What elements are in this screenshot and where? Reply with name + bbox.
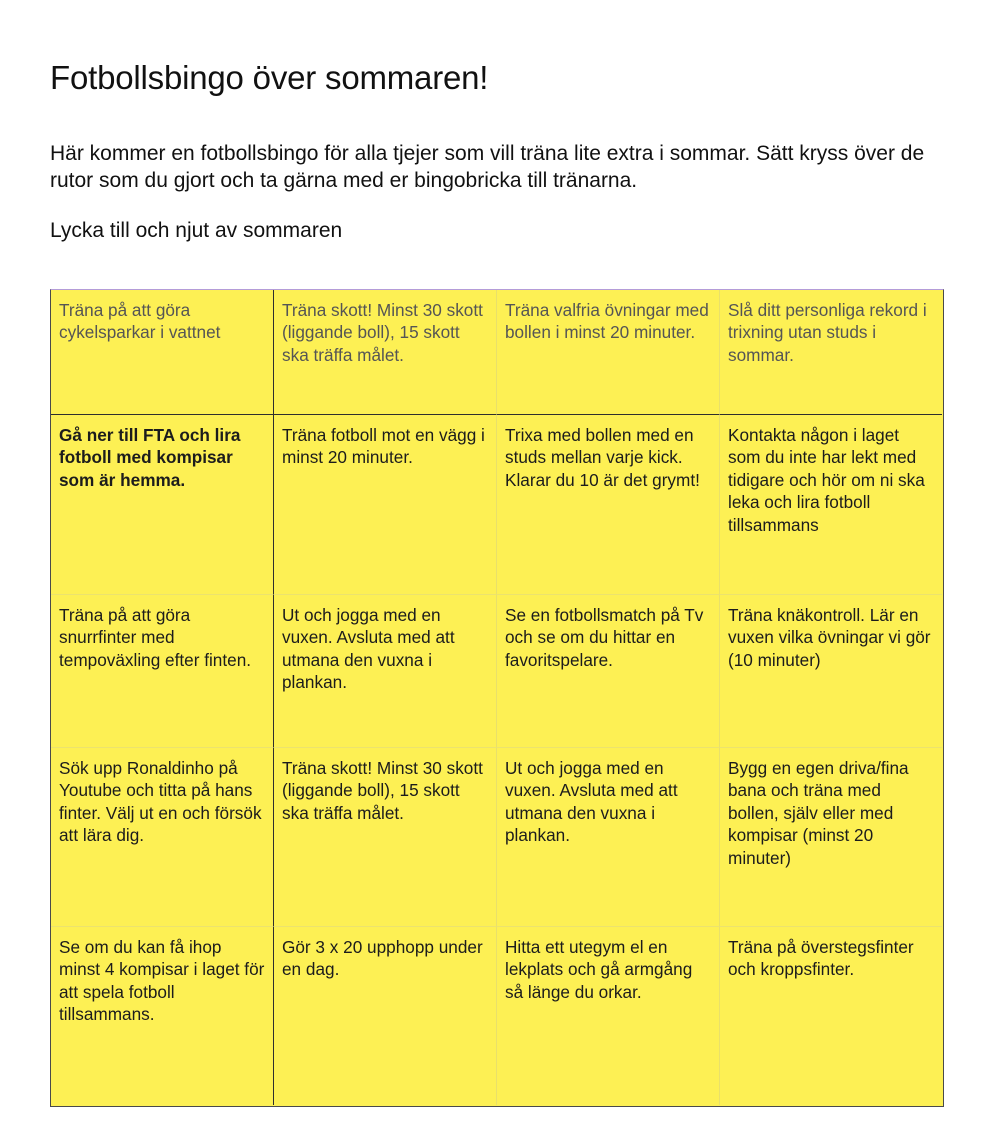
bingo-cell[interactable]: Hitta ett utegym el en lekplats och gå armgång så länge du orkar. xyxy=(497,927,720,1105)
bingo-cell[interactable]: Bygg en egen driva/fina bana och träna med bollen, själv eller med kompisar (minst 20 minuter) xyxy=(720,748,942,927)
bingo-cell[interactable]: Trixa med bollen med en studs mellan varje kick. Klarar du 10 är det grymt! xyxy=(497,415,720,595)
closing-line: Lycka till och njut av sommaren xyxy=(50,219,343,242)
bingo-cell[interactable]: Gör 3 x 20 upphopp under en dag. xyxy=(274,927,497,1105)
bingo-cell[interactable]: Träna på att göra snurrfinter med tempoväxling efter finten. xyxy=(51,595,274,748)
bingo-cell[interactable]: Se om du kan få ihop minst 4 kompisar i laget för att spela fotboll tillsammans. xyxy=(51,927,274,1105)
bingo-cell[interactable]: Se en fotbollsmatch på Tv och se om du hittar en favoritspelare. xyxy=(497,595,720,748)
bingo-cell[interactable]: Gå ner till FTA och lira fotboll med kompisar som är hemma. xyxy=(51,415,274,595)
bingo-cell[interactable]: Ut och jogga med en vuxen. Avsluta med att utmana den vuxna i plankan. xyxy=(274,595,497,748)
page-title: Fotbollsbingo över sommaren! xyxy=(50,59,489,96)
bingo-cell[interactable]: Träna knäkontroll. Lär en vuxen vilka övningar vi gör (10 minuter) xyxy=(720,595,942,748)
bingo-board xyxy=(50,289,944,1107)
bingo-cell[interactable]: Träna fotboll mot en vägg i minst 20 minuter. xyxy=(274,415,497,595)
bingo-cell[interactable]: Träna valfria övningar med bollen i minst 20 minuter. xyxy=(497,290,720,415)
bingo-cell[interactable]: Träna på att göra cykelsparkar i vattnet xyxy=(51,290,274,415)
intro-paragraph: Här kommer en fotbollsbingo för alla tjejer som vill träna lite extra i sommar. Sätt kryss över de rutor som du gjort och ta gärna med er bingobricka till tränarna. xyxy=(50,142,925,192)
bingo-cell[interactable]: Kontakta någon i laget som du inte har lekt med tidigare och hör om ni ska leka och lira fotboll tillsammans xyxy=(720,415,942,595)
bingo-cell[interactable]: Träna skott! Minst 30 skott (liggande boll), 15 skott ska träffa målet. xyxy=(274,290,497,415)
bingo-cell[interactable]: Slå ditt personliga rekord i trixning utan studs i sommar. xyxy=(720,290,942,415)
bingo-cell[interactable]: Träna på överstegsfinter och kroppsfinter. xyxy=(728,937,914,980)
bingo-cell[interactable]: Sök upp Ronaldinho på Youtube och titta på hans finter. Välj ut en och försök att lära dig. xyxy=(51,748,274,927)
bingo-cell[interactable]: Ut och jogga med en vuxen. Avsluta med att utmana den vuxna i plankan. xyxy=(497,748,720,927)
bingo-cell[interactable]: Träna skott! Minst 30 skott (liggande boll), 15 skott ska träffa målet. xyxy=(274,748,497,927)
